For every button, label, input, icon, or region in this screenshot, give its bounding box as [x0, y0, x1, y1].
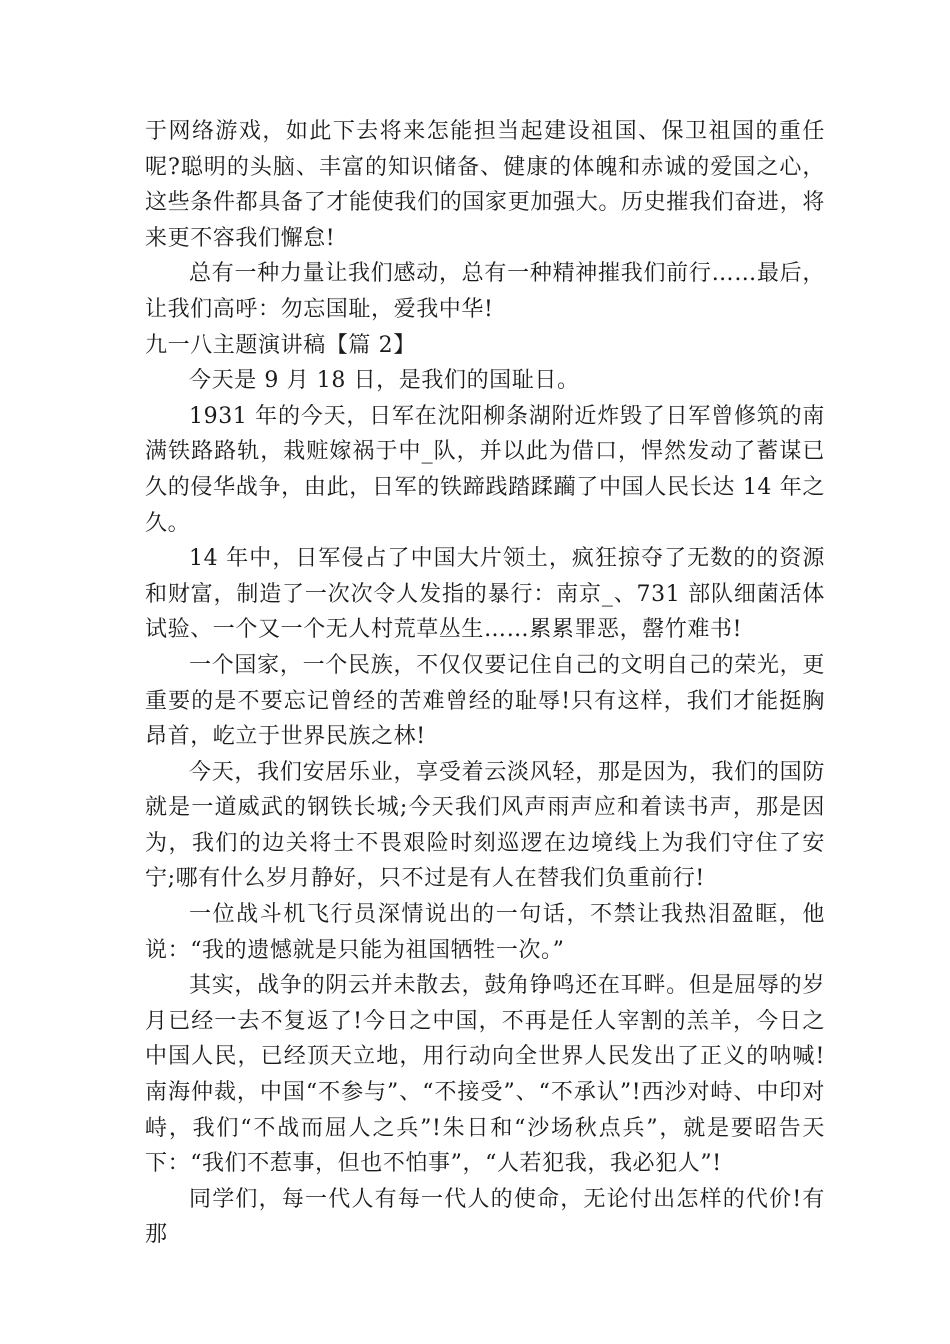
paragraph-3: 今天是 9 月 18 日，是我们的国耻日。 [189, 368, 580, 394]
paragraph-2: 总有一种力量让我们感动，总有一种精神摧我们前行……最后，让我们高呼：勿忘国耻，爱我中华! [145, 261, 825, 322]
paragraph-8: 一位战斗机飞行员深情说出的一句话，不禁让我热泪盈眶，他说：“我的遗憾就是只能为祖国牺牲一次。” [145, 902, 825, 963]
paragraph-6: 一个国家，一个民族，不仅仅要记住自己的文明自己的荣光，更重要的是不要忘记曾经的苦难曾经的耻辱!只有这样，我们才能挺胸昂首，屹立于世界民族之林! [145, 652, 825, 750]
paragraph-4: 1931 年的今天，日军在沈阳柳条湖附近炸毁了日军曾修筑的南满铁路路轨，栽赃嫁祸于中_队，并以此为借口，悍然发动了蓄谋已久的侵华战争，由此，日军的铁蹄践踏蹂躏了中国人民长达 14 年之久。 [145, 403, 825, 536]
paragraph-7: 今天，我们安居乐业，享受着云淡风轻，那是因为，我们的国防就是一道威武的钢铁长城;今天我们风声雨声应和着读书声，那是因为，我们的边关将士不畏艰险时刻巡逻在边境线上为我们守住了安宁;哪有什么岁月静好，只不过是有人在替我们负重前行! [145, 759, 825, 892]
paragraph-1: 于网络游戏，如此下去将来怎能担当起建设祖国、保卫祖国的重任呢?聪明的头脑、丰富的知识储备、健康的体魄和赤诚的爱国之心，这些条件都具备了才能使我们的国家更加强大。历史摧我们奋进，将来更不容我们懈怠! [145, 119, 825, 251]
paragraph-10: 同学们，每一代人有每一代人的使命，无论付出怎样的代价!有那 [145, 1186, 825, 1248]
section-heading: 九一八主题演讲稿【篇 2】 [145, 332, 416, 358]
paragraph-9: 其实，战争的阴云并未散去，鼓角铮鸣还在耳畔。但是屈辱的岁月已经一去不复返了!今日之中国，不再是任人宰割的羔羊，今日之中国人民，已经顶天立地，用行动向全世界人民发出了正义的呐喊!南海仲裁，中国“不参与”、“不接受”、“不承认”!西沙对峙、中印对峙，我们“不战而屈人之兵”!朱日和“沙场秋点兵”，就是要昭告天下：“我们不惹事，但也不怕事”，“人若犯我，我必犯人”! [145, 973, 825, 1177]
document-page [145, 114, 825, 1253]
paragraph-5: 14 年中，日军侵占了中国大片领土，疯狂掠夺了无数的的资源和财富，制造了一次次令人发指的暴行：南京_、731 部队细菌活体试验、一个又一个无人村荒草丛生……累累罪恶，罄竹难书! [145, 546, 825, 643]
